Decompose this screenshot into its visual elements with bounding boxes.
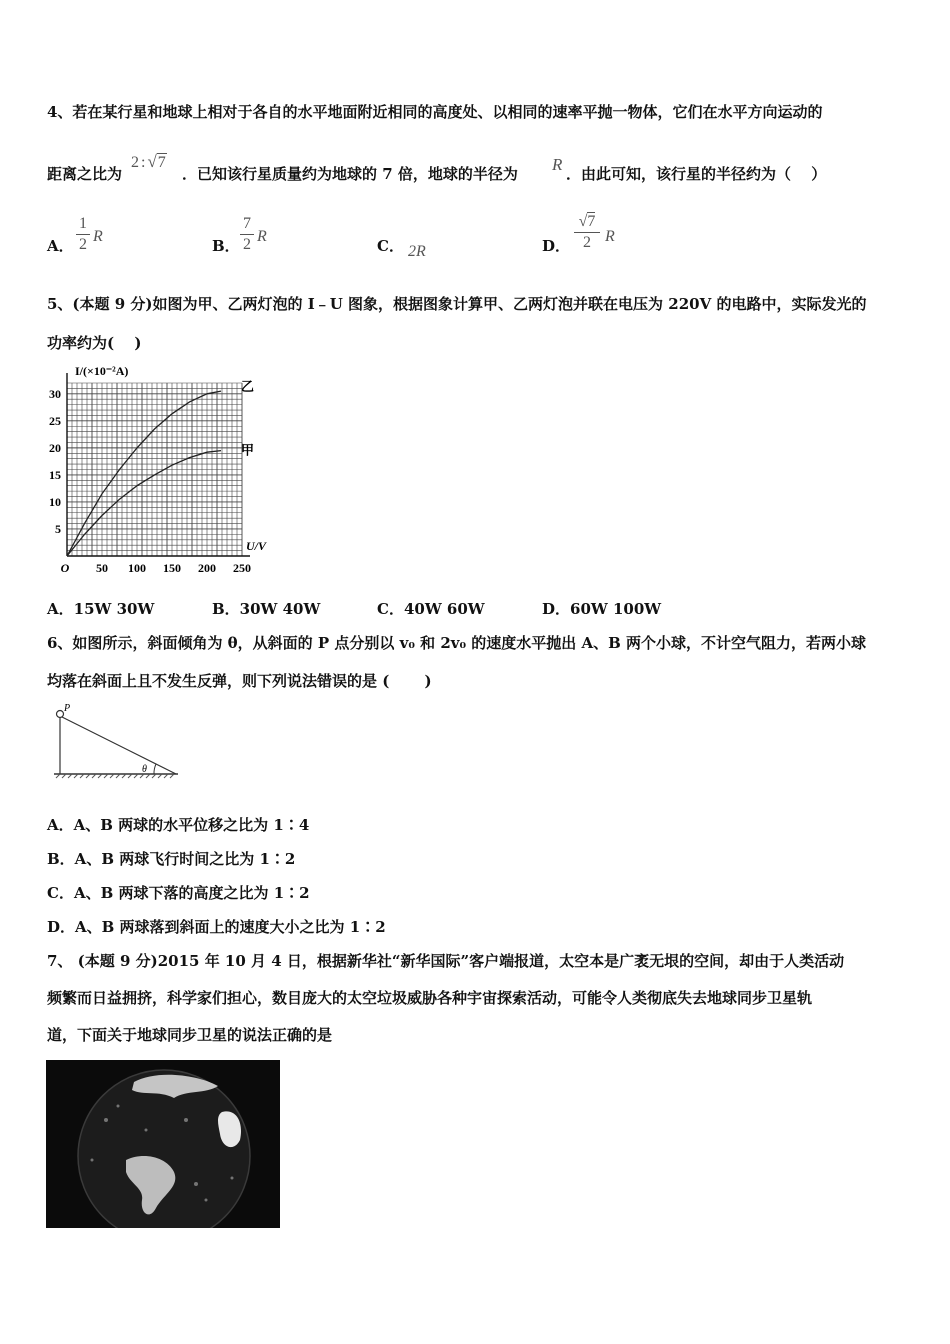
y-tick-label: 30 [49,386,61,401]
q4-option-d-var: R [605,228,615,245]
y-tick-label: 20 [49,440,61,455]
q5-option-b[interactable]: B．30W 40W [212,600,321,618]
q5-option-d[interactable]: D．60W 100W [542,600,662,618]
q6-option-d[interactable]: D．A、B 两球落到斜面上的速度大小之比为 1∶2 [47,918,386,936]
chart-grid [67,373,250,556]
q7-stem-line3: 道，下面关于地球同步卫星的说法正确的是 [47,1026,333,1044]
x-axis-label: U/V [246,539,267,553]
series-line-jia [67,451,221,556]
earth-photo [46,1060,280,1228]
q4-stem-line2-mid: ．已知该行星质量约为地球的 7 倍，地球的半径为 [182,165,518,183]
q6-stem-line1: 6、如图所示，斜面倾角为 θ，从斜面的 P 点分别以 v₀ 和 2v₀ 的速度水平抛出 A、B 两个小球，不计空气阻力，若两小球 [47,634,867,652]
x-tick-label: 200 [198,561,216,575]
q5-stem-line1: 5、(本题 9 分)如图为甲、乙两灯泡的 I﹣U 图象，根据图象计算甲、乙两灯泡并联在电压为 220V 的电路中，实际发光的 [47,295,867,313]
q4-option-b-fraction: 7 2 [240,215,254,254]
q4-option-c-value: 2R [408,243,426,260]
q4-stem-line1: 4、若在某行星和地球上相对于各自的水平地面附近相同的高度处、以相同的速率平抛一物体，它们在水平方向运动的 [47,103,823,121]
q4-option-c-label[interactable]: C． [377,237,404,255]
q4-option-b-var: R [257,228,267,245]
label-p: P [64,703,71,714]
q4-option-d-label[interactable]: D． [542,237,571,255]
series-label-jia: 甲 [241,443,255,459]
iu-chart [40,362,290,584]
q6-option-b[interactable]: B．A、B 两球飞行时间之比为 1∶2 [47,850,296,868]
origin-label: O [60,561,70,575]
q7-stem-line1: 7、 (本题 9 分)2015 年 10 月 4 日，根据新华社“新华国际”客户端报道，太空本是广袤无垠的空间，却由于人类活动 [47,952,845,970]
q6-option-a[interactable]: A．A、B 两球的水平位移之比为 1∶4 [47,816,310,834]
q5-option-c[interactable]: C．40W 60W [377,600,485,618]
x-tick-label: 150 [163,561,181,575]
y-tick-label: 15 [49,467,61,482]
series-label-yi: 乙 [241,380,255,396]
q6-stem-line2: 均落在斜面上且不发生反弹，则下列说法错误的是 ( ) [47,672,432,690]
q5-stem-line2: 功率约为( ) [47,334,142,352]
q4-option-b-label[interactable]: B． [212,237,240,255]
ball-p [57,711,64,718]
label-theta: θ [142,764,147,775]
q4-option-a-fraction: 1 2 [76,215,90,254]
q4-stem-line2-end: ．由此可知，该行星的半径约为（ ） [566,165,827,183]
q6-option-c[interactable]: C．A、B 两球下落的高度之比为 1∶2 [47,884,310,902]
series-line-yi [67,391,221,556]
q4-option-d-fraction: √7 2 [574,213,600,252]
y-axis-label: I/(×10⁻²A) [75,364,129,378]
y-tick-label: 25 [49,413,61,428]
x-tick-label: 100 [128,561,146,575]
q4-option-a-var: R [93,228,103,245]
q4-option-a-label[interactable]: A． [47,237,74,255]
q4-stem-line2-start: 距离之比为 [47,165,123,183]
x-tick-label: 50 [96,561,108,575]
x-tick-label: 250 [233,561,251,575]
y-tick-label: 5 [55,521,61,536]
y-tick-label: 10 [49,494,61,509]
chart-series [67,391,221,556]
incline-figure [50,702,180,782]
q4-radius-symbol: R [552,155,563,174]
q5-option-a[interactable]: A．15W 30W [47,600,155,618]
q7-stem-line2: 频繁而日益拥挤，科学家们担心，数目庞大的太空垃圾威胁各种宇宙探索活动，可能令人类彻底失去地球同步卫星轨 [47,989,813,1007]
q4-ratio: 2 : √7 [131,152,166,171]
